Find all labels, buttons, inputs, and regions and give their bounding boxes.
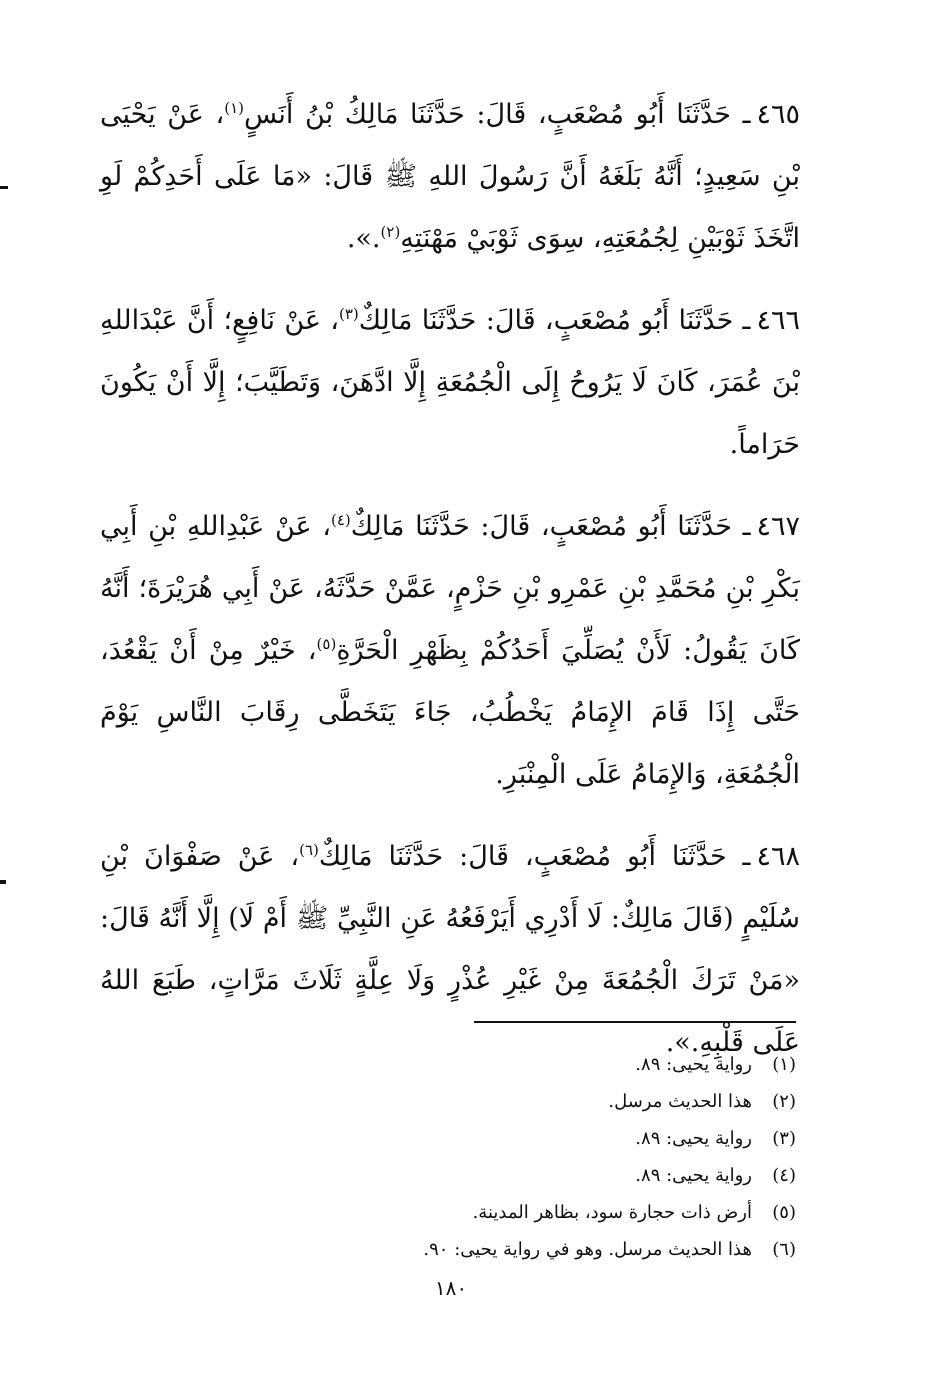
footnote-ref[interactable]: (٢) <box>380 223 401 241</box>
footnote-number: (١) <box>772 1054 796 1075</box>
hadith-text: ، عَنْ صَفْوَانَ بْنِ سُلَيْمٍ (قَالَ مَالِكٌ: لَا أَدْرِي أَيَرْفَعُهُ عَنِ النَّبِيِّ ﷺ أَمْ لَا) إِلَّا أَنَّهُ قَالَ: «مَنْ تَرَكَ الْجُمُعَةَ مِنْ غَيْرِ عُذْرٍ وَلَا عِلَّةٍ ثَلَاثَ مَرَّاتٍ، طَبَعَ اللهُ عَلَى قَلْبِهِ.». <box>100 841 800 1058</box>
hadith-text: ، عَنْ يَحْيَى بْنِ سَعِيدٍ؛ أَنَّهُ بَلَغَهُ أَنَّ رَسُولَ اللهِ ﷺ قَالَ: «مَا عَلَى أَحَدِكُمْ لَوِ اتَّخَذَ ثَوْبَيْنِ لِجُمُعَتِهِ، سِوَى ثَوْبَيْ مَهْنَتِهِ <box>100 99 800 254</box>
hadith-number: ٤٦٧ <box>756 511 800 542</box>
hadith-number: ٤٦٥ <box>756 99 800 130</box>
footnote-text: رواية يحيى: ٨٩. <box>635 1128 752 1149</box>
footnote-2 <box>300 1083 796 1120</box>
hadith-466 <box>100 290 800 476</box>
hadith-text: ـ حَدَّثَنَا أَبُو مُصْعَبٍ، قَالَ: حَدَّثَنَا مَالِكٌ <box>358 305 751 336</box>
footnote-1 <box>300 1046 796 1083</box>
main-text <box>100 84 800 1094</box>
page-number: ١٨٠ <box>434 1276 468 1300</box>
footnote-text: أرض ذات حجارة سود، بظاهر المدينة. <box>472 1202 752 1223</box>
footnote-3 <box>300 1120 796 1157</box>
hadith-text: .». <box>346 223 381 254</box>
footnote-number: (٢) <box>772 1091 796 1112</box>
hadith-text: ، عَنْ عَبْدِاللهِ بْنِ أَبِي بَكْرِ بْنِ مُحَمَّدِ بْنِ عَمْرِو بْنِ حَزْمٍ، عَمَّنْ حَدَّثَهُ، عَنْ أَبِي هُرَيْرَةَ؛ أَنَّهُ كَانَ يَقُولُ: لَأَنْ يُصَلِّيَ أَحَدُكُمْ بِظَهْرِ الْحَرَّةِ <box>100 511 801 666</box>
footnote-text: رواية يحيى: ٨٩. <box>635 1054 752 1075</box>
hadith-468 <box>100 826 800 1074</box>
hadith-text: ـ حَدَّثَنَا أَبُو مُصْعَبٍ، قَالَ: حَدَّثَنَا مَالِكٌ <box>350 511 751 542</box>
footnote-text: رواية يحيى: ٨٩. <box>635 1165 752 1186</box>
footnote-text: هذا الحديث مرسل. <box>608 1091 752 1112</box>
scan-edge-mark <box>0 186 8 189</box>
footnote-5 <box>300 1194 796 1231</box>
hadith-number: ٤٦٨ <box>756 841 800 872</box>
hadith-text: ـ حَدَّثَنَا أَبُو مُصْعَبٍ، قَالَ: حَدَّثَنَا مَالِكٌ <box>318 841 751 872</box>
footnote-ref[interactable]: (٤) <box>331 511 351 529</box>
hadith-text: ، خَيْرٌ مِنْ أَنْ يَقْعُدَ، حَتَّى إِذَا قَامَ الإِمَامُ يَخْطُبُ، جَاءَ يَتَخَطَّى رِقَابَ النَّاسِ يَوْمَ الْجُمُعَةِ، وَالإِمَامُ عَلَى الْمِنْبَرِ. <box>100 635 800 790</box>
footnote-number: (٥) <box>772 1202 796 1223</box>
footnote-separator <box>474 1021 796 1023</box>
hadith-467 <box>100 496 800 806</box>
hadith-465 <box>100 84 800 270</box>
footnote-ref[interactable]: (٣) <box>339 305 359 323</box>
footnote-ref[interactable]: (١) <box>224 99 244 117</box>
hadith-text: ، عَنْ نَافِعٍ؛ أَنَّ عَبْدَاللهِ بْنَ عُمَرَ، كَانَ لَا يَرُوحُ إِلَى الْجُمُعَةِ إِلَّا ادَّهَنَ، وَتَطَيَّبَ؛ إِلَّا أَنْ يَكُونَ حَرَاماً. <box>100 305 800 460</box>
footnote-ref[interactable]: (٦) <box>299 841 319 859</box>
hadith-text: ـ حَدَّثَنَا أَبُو مُصْعَبٍ، قَالَ: حَدَّثَنَا مَالِكُ بْنُ أَنَسٍ <box>244 99 751 130</box>
footnotes <box>300 1046 796 1268</box>
footnote-number: (٤) <box>772 1165 796 1186</box>
footnote-number: (٣) <box>772 1128 796 1149</box>
scan-edge-mark <box>0 880 6 884</box>
footnote-text: هذا الحديث مرسل. وهو في رواية يحيى: ٩٠. <box>423 1239 752 1260</box>
footnote-number: (٦) <box>772 1239 796 1260</box>
footnote-4 <box>300 1157 796 1194</box>
hadith-number: ٤٦٦ <box>756 305 800 336</box>
footnote-6 <box>300 1231 796 1268</box>
footnote-ref[interactable]: (٥) <box>316 635 337 653</box>
